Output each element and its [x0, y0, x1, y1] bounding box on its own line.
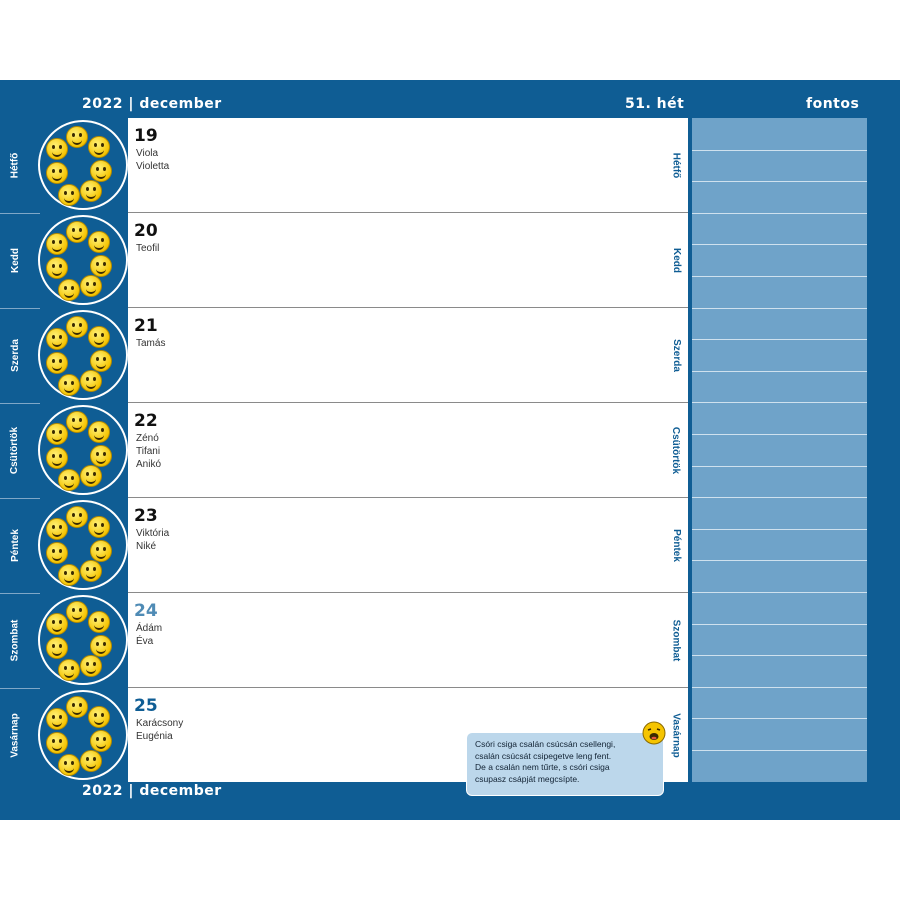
- day-row[interactable]: [128, 403, 688, 498]
- name-days: [136, 432, 161, 471]
- name-days: [136, 242, 159, 255]
- note-line: [692, 655, 867, 656]
- smiley-emoji-icon: [66, 601, 88, 623]
- name-days: [136, 527, 169, 553]
- day-entries-area: [128, 118, 688, 782]
- note-line: [692, 339, 867, 340]
- name-days: [136, 147, 169, 173]
- day-name: Kedd: [670, 248, 682, 273]
- smiley-emoji-icon: [90, 160, 112, 182]
- day-number: 24: [134, 601, 158, 621]
- note-line: [692, 718, 867, 719]
- day-name: Vasárnap: [9, 713, 21, 758]
- top-date-header: 2022 | december: [82, 96, 222, 112]
- name-days: [136, 622, 162, 648]
- note-line: [692, 181, 867, 182]
- day-number: 23: [134, 506, 158, 526]
- day-name: Szombat: [9, 619, 21, 662]
- day-name: Szerda: [670, 339, 682, 372]
- day-row[interactable]: [128, 498, 688, 593]
- smiley-emoji-icon: [90, 255, 112, 277]
- fontos-header: fontos: [806, 96, 860, 112]
- day-number: 21: [134, 316, 158, 336]
- smiley-emoji-icon: [90, 635, 112, 657]
- day-label-left: [0, 308, 30, 403]
- smiley-emoji-icon: [88, 706, 110, 728]
- smiley-emoji-icon: [66, 411, 88, 433]
- smiley-emoji-icon: [58, 659, 80, 681]
- name-day: Zénó: [136, 433, 159, 444]
- smiley-emoji-icon: [58, 754, 80, 776]
- day-label-left: [0, 403, 30, 498]
- note-line: [692, 466, 867, 467]
- smiley-emoji-icon: [80, 750, 102, 772]
- quote-line: csalán csúcsát csipegetve leng fent.: [475, 750, 612, 761]
- smiley-emoji-icon: [46, 233, 68, 255]
- name-day: Viktória: [136, 528, 170, 539]
- note-line: [692, 150, 867, 151]
- note-line: [692, 402, 867, 403]
- day-number: 25: [134, 696, 158, 716]
- smiley-emoji-icon: [66, 506, 88, 528]
- day-name: Szerda: [9, 339, 21, 372]
- note-line: [692, 687, 867, 688]
- smiley-emoji-icon: [88, 421, 110, 443]
- name-day: Teofil: [136, 243, 160, 254]
- note-line: [692, 434, 867, 435]
- row-separator: [0, 308, 40, 309]
- note-line: [692, 560, 867, 561]
- emoji-circle-decoration: [38, 120, 128, 210]
- note-line: [692, 497, 867, 498]
- name-day: Viola: [136, 148, 159, 159]
- smiley-emoji-icon: [46, 518, 68, 540]
- smiley-emoji-icon: [58, 564, 80, 586]
- smiley-emoji-icon: [90, 445, 112, 467]
- planner-page: [0, 80, 900, 820]
- day-name: Hétfő: [9, 152, 21, 179]
- notes-panel[interactable]: [692, 118, 867, 782]
- note-line: [692, 371, 867, 372]
- day-label-right: [664, 403, 688, 498]
- day-label-left: [0, 118, 30, 213]
- emoji-circle-decoration: [38, 310, 128, 400]
- emoji-circle-decoration: [38, 215, 128, 305]
- smiley-emoji-icon: [46, 542, 68, 564]
- smiley-emoji-icon: [88, 326, 110, 348]
- day-label-left: [0, 688, 30, 783]
- smiley-emoji-icon: [58, 184, 80, 206]
- smiley-emoji-icon: [80, 655, 102, 677]
- bottom-date-header: 2022 | december: [82, 783, 222, 799]
- smiley-emoji-icon: [80, 560, 102, 582]
- row-separator: [0, 213, 40, 214]
- name-day: Niké: [136, 541, 157, 552]
- row-separator: [0, 403, 40, 404]
- smiley-emoji-icon: [46, 708, 68, 730]
- smiley-emoji-icon: [58, 374, 80, 396]
- day-name: Péntek: [9, 529, 21, 562]
- day-name: Csütörtök: [9, 426, 21, 475]
- emoji-circle-decoration: [38, 500, 128, 590]
- smiley-emoji-icon: [46, 447, 68, 469]
- note-line: [692, 624, 867, 625]
- day-row[interactable]: [128, 118, 688, 213]
- smiley-emoji-icon: [80, 180, 102, 202]
- quote-line: Csóri csiga csalán csúcsán csellengi,: [475, 739, 616, 749]
- smiley-emoji-icon: [90, 540, 112, 562]
- row-separator: [0, 498, 40, 499]
- note-line: [692, 750, 867, 751]
- smiley-emoji-icon: [46, 637, 68, 659]
- smiley-emoji-icon: [88, 516, 110, 538]
- day-row[interactable]: [128, 593, 688, 688]
- name-day: Ádám: [136, 623, 163, 634]
- day-label-left: [0, 498, 30, 593]
- name-days: [136, 337, 165, 350]
- smiley-emoji-icon: [46, 138, 68, 160]
- smiley-emoji-icon: [88, 611, 110, 633]
- quote-line: csupasz csápját megcsípte.: [475, 773, 580, 784]
- name-days: [136, 717, 183, 743]
- name-day: Éva: [136, 636, 154, 647]
- quote-line: De a csalán nem tűrte, s csóri csiga: [475, 762, 610, 772]
- smiley-emoji-icon: [46, 352, 68, 374]
- smiley-emoji-icon: [66, 126, 88, 148]
- smiley-emoji-icon: [88, 136, 110, 158]
- smiley-emoji-icon: [66, 221, 88, 243]
- smiley-emoji-icon: [90, 730, 112, 752]
- smiley-emoji-icon: [80, 465, 102, 487]
- smiley-emoji-icon: [46, 162, 68, 184]
- name-day: Anikó: [136, 459, 162, 470]
- day-label-right: [664, 498, 688, 593]
- smiley-emoji-icon: [46, 613, 68, 635]
- day-name: Csütörtök: [670, 426, 682, 475]
- smiley-emoji-icon: [46, 328, 68, 350]
- day-name: Hétfő: [670, 152, 682, 179]
- laughing-emoji-icon: [642, 721, 666, 745]
- smiley-emoji-icon: [58, 469, 80, 491]
- note-line: [692, 308, 867, 309]
- smiley-emoji-icon: [90, 350, 112, 372]
- note-line: [692, 213, 867, 214]
- smiley-emoji-icon: [66, 316, 88, 338]
- day-label-right: [664, 593, 688, 688]
- day-number: 19: [134, 126, 158, 146]
- name-day: Tamás: [136, 338, 166, 349]
- day-number: 22: [134, 411, 158, 431]
- smiley-emoji-icon: [58, 279, 80, 301]
- day-row[interactable]: [128, 213, 688, 308]
- smiley-emoji-icon: [80, 275, 102, 297]
- week-number: 51. hét: [625, 96, 685, 112]
- emoji-circle-decoration: [38, 595, 128, 685]
- day-name: Kedd: [9, 248, 21, 273]
- emoji-circle-decoration: [38, 690, 128, 780]
- day-label-left: [0, 213, 30, 308]
- name-day: Eugénia: [136, 731, 173, 742]
- row-separator: [0, 593, 40, 594]
- day-label-right: [664, 213, 688, 308]
- note-line: [692, 592, 867, 593]
- smiley-emoji-icon: [80, 370, 102, 392]
- day-name: Vasárnap: [670, 713, 682, 758]
- day-label-right: [664, 118, 688, 213]
- note-line: [692, 276, 867, 277]
- name-day: Tifani: [136, 446, 161, 457]
- day-label-right: [664, 688, 688, 783]
- row-separator: [0, 688, 40, 689]
- day-name: Péntek: [670, 529, 682, 562]
- smiley-emoji-icon: [46, 257, 68, 279]
- smiley-emoji-icon: [66, 696, 88, 718]
- day-label-right: [664, 308, 688, 403]
- name-day: Karácsony: [136, 718, 184, 729]
- note-line: [692, 529, 867, 530]
- smiley-emoji-icon: [88, 231, 110, 253]
- day-label-left: [0, 593, 30, 688]
- name-day: Violetta: [136, 161, 170, 172]
- day-row[interactable]: [128, 308, 688, 403]
- day-name: Szombat: [670, 619, 682, 662]
- quote-bubble: [466, 732, 664, 796]
- smiley-emoji-icon: [46, 423, 68, 445]
- smiley-emoji-icon: [46, 732, 68, 754]
- day-number: 20: [134, 221, 158, 241]
- note-line: [692, 244, 867, 245]
- emoji-circle-decoration: [38, 405, 128, 495]
